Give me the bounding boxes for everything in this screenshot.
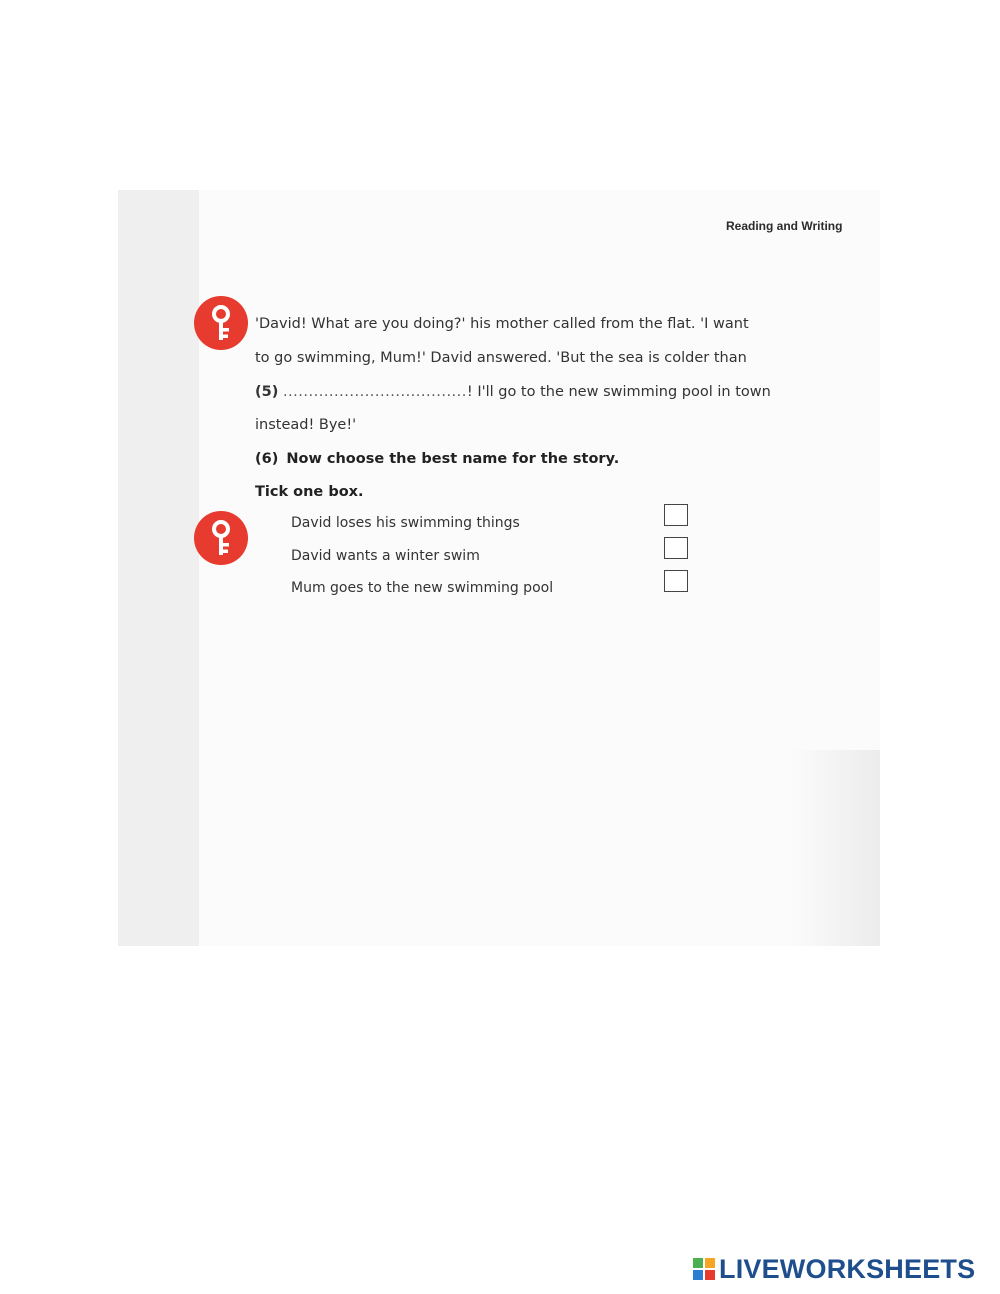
section-header: Reading and Writing	[726, 219, 843, 233]
story-line-3-text: ! I'll go to the new swimming pool in town	[466, 384, 771, 400]
option-checkbox-2[interactable]	[664, 537, 688, 559]
story-line-1: 'David! What are you doing?' his mother called from the flat. 'I want	[255, 316, 749, 332]
question-6	[255, 451, 619, 467]
logo-mark-icon	[693, 1258, 715, 1280]
story-line-2: to go swimming, Mum!' David answered. 'But the sea is colder than	[255, 350, 747, 366]
option-label-2: David wants a winter swim	[291, 548, 480, 564]
option-checkbox-3[interactable]	[664, 570, 688, 592]
brand-name: LIVEWORKSHEETS	[719, 1253, 976, 1284]
story-line-3	[255, 384, 771, 400]
gap-number: (5)	[255, 384, 279, 400]
answer-gap[interactable]: ....................................	[282, 384, 467, 400]
option-checkbox-1[interactable]	[664, 504, 688, 526]
option-label-1: David loses his swimming things	[291, 515, 520, 531]
question-number: (6)	[255, 451, 279, 467]
liveworksheets-logo	[693, 1254, 975, 1284]
key-icon	[193, 510, 249, 566]
question-text: Now choose the best name for the story.	[286, 451, 620, 467]
option-label-3: Mum goes to the new swimming pool	[291, 580, 554, 596]
key-icon	[193, 295, 249, 351]
scan-shading	[790, 750, 880, 946]
story-line-4: instead! Bye!'	[255, 417, 357, 433]
question-instruction: Tick one box.	[255, 484, 364, 500]
scan-edge-shadow	[118, 190, 199, 946]
